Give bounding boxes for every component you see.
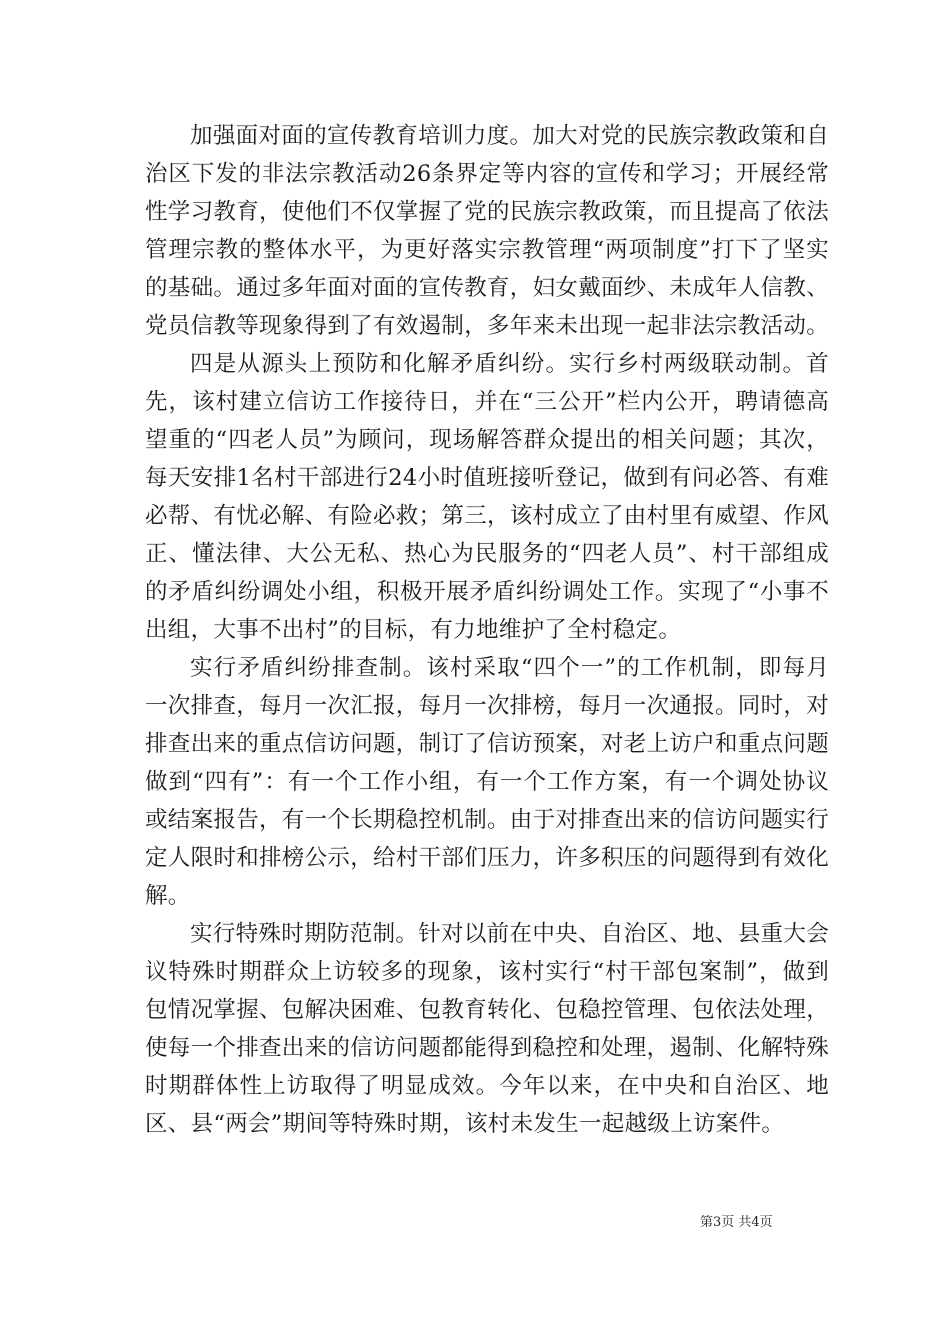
paragraph-propaganda-education: 加强面对面的宣传教育培训力度。加大对党的民族宗教政策和自治区下发的非法宗教活动26条界定等内容的宣传和学习；开展经常性学习教育，使他们不仅掌握了党的民族宗教政策，而且提高了依法管理宗教的整体水平，为更好落实宗教管理“两项制度”打下了坚实的基础。通过多年面对面的宣传教育，妇女戴面纱、未成年人信教、党员信教等现象得到了有效遏制，多年来未出现一起非法宗教活动。 [145, 123, 830, 339]
document-body [145, 117, 829, 1143]
page-number: 第3页 共4页 [700, 1215, 773, 1230]
paragraph-dispute-screening: 实行矛盾纠纷排查制。该村采取“四个一”的工作机制，即每月一次排查，每月一次汇报，每月一次排榜，每月一次通报。同时，对排查出来的重点信访问题，制订了信访预案，对老上访户和重点问题做到“四有”：有一个工作小组，有一个工作方案，有一个调处协议或结案报告，有一个长期稳控机制。由于对排查出来的信访问题实行定人限时和排榜公示，给村干部们压力，许多积压的问题得到有效化解。 [145, 655, 830, 909]
paragraph-dispute-prevention: 四是从源头上预防和化解矛盾纠纷。实行乡村两级联动制。首先，该村建立信访工作接待日，并在“三公开”栏内公开，聘请德高望重的“四老人员”为顾问，现场解答群众提出的相关问题；其次，每天安排1名村干部进行24小时值班接听登记，做到有问必答、有难必帮、有忧必解、有险必救；第三，该村成立了由村里有威望、作风正、懂法律、大公无私、热心为民服务的“四老人员”、村干部组成的矛盾纠纷调处小组，积极开展矛盾纠纷调处工作。实现了“小事不出组，大事不出村”的目标，有力地维护了全村稳定。 [145, 351, 830, 643]
paragraph-special-period: 实行特殊时期防范制。针对以前在中央、自治区、地、县重大会议特殊时期群众上访较多的现象，该村实行“村干部包案制”，做到包情况掌握、包解决困难、包教育转化、包稳控管理、包依法处理，使每一个排查出来的信访问题都能得到稳控和处理，遏制、化解特殊时期群体性上访取得了明显成效。今年以来，在中央和自治区、地区、县“两会”期间等特殊时期，该村未发生一起越级上访案件。 [145, 921, 830, 1137]
